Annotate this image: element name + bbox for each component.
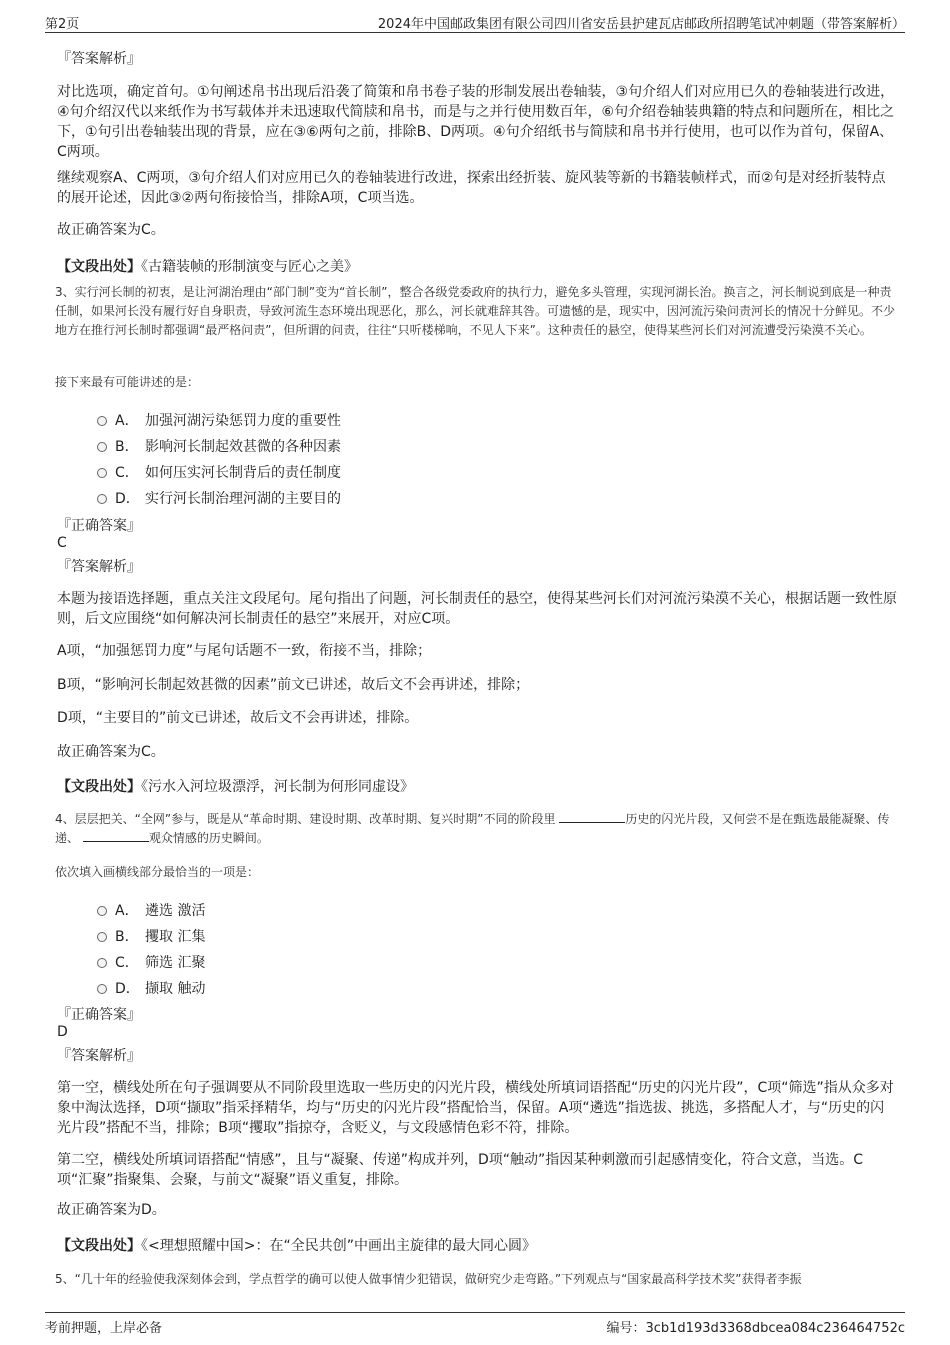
answer-blank bbox=[83, 829, 149, 842]
q3-source bbox=[57, 776, 414, 796]
radio-icon[interactable] bbox=[97, 416, 107, 426]
q4-option-b[interactable]: B． 攫取 汇集 bbox=[97, 926, 205, 946]
q3-option-a[interactable]: A． 加强河湖污染惩罚力度的重要性 bbox=[97, 410, 341, 430]
q2-source bbox=[57, 256, 358, 276]
q2-analysis-tag: 『答案解析』 bbox=[57, 51, 141, 67]
q3-analysis-p2: A项，“加强惩罚力度”与尾句话题不一致，衔接不当，排除； bbox=[57, 643, 432, 659]
q3-answer-tag: 『正确答案』 bbox=[57, 518, 141, 534]
radio-icon[interactable] bbox=[97, 494, 107, 504]
q3-answer: C bbox=[57, 535, 67, 551]
source-title: 《污水入河垃圾漂浮，河长制为何形同虚设》 bbox=[141, 779, 414, 795]
footer-slogan: 考前押题，上岸必备 bbox=[45, 1321, 163, 1336]
q3-option-c[interactable]: C． 如何压实河长制背后的责任制度 bbox=[97, 462, 341, 482]
q3-option-d[interactable]: D． 实行河长制治理河湖的主要目的 bbox=[97, 488, 341, 508]
document-code: 编号：3cb1d193d3368dbcea084c236464752c bbox=[606, 1321, 905, 1336]
q4-option-a[interactable]: A． 遴选 激活 bbox=[97, 900, 205, 920]
q2-conclusion: 故正确答案为C。 bbox=[57, 222, 165, 238]
q4-stem: 4、层层把关、“全网”参与，既是从“革命时期、建设时期、改革时期、复兴时期”不同的阶段里 历史的闪光片段，又何尝不是在甄选最能凝聚、传递、 观众情感的历史瞬间。 bbox=[55, 812, 890, 845]
document-title: 2024年中国邮政集团有限公司四川省安岳县护建瓦店邮政所招聘笔试冲刺题（带答案解析） bbox=[377, 17, 905, 32]
q4-analysis-p1: 第一空，横线处所在句子强调要从不同阶段里选取一些历史的闪光片段，横线处所填词语搭配“历史的闪光片段”，C项“筛选”指从众多对象中淘汰选择，D项“撷取”指采择精华，均与“历史的闪光片段”搭配恰当，保留。A项“遴选”指选拔、挑选，多搭配人才，与“历史的闪光片段”搭配不当，排除；B项“攫取”指掠夺，含贬义，与文段感情色彩不符，排除。 bbox=[57, 1080, 894, 1136]
q3-option-b[interactable]: B． 影响河长制起效甚微的各种因素 bbox=[97, 436, 341, 456]
q2-analysis-p1: 对比选项，确定首句。①句阐述帛书出现后沿袭了简策和帛书卷子装的形制发展出卷轴装，③句介绍人们对应用已久的卷轴装进行改进，④句介绍汉代以来纸作为书写载体并未迅速取代简牍和帛书，而是与之并行使用数百年，⑥句介绍卷轴装典籍的特点和问题所在，相比之下，①句引出卷轴装出现的背景，应在③⑥两句之前，排除B、D两项。④句介绍纸书与简牍和帛书并行使用，也可以作为首句，保留A、C两项。 bbox=[57, 84, 895, 160]
q3-analysis-p4: D项，“主要目的”前文已讲述，故后文不会再讲述，排除。 bbox=[57, 710, 419, 726]
q4-source bbox=[57, 1235, 536, 1255]
radio-icon[interactable] bbox=[97, 984, 107, 994]
q4-conclusion: 故正确答案为D。 bbox=[57, 1202, 166, 1218]
source-label: 【文段出处】 bbox=[57, 779, 141, 795]
source-label: 【文段出处】 bbox=[57, 259, 141, 275]
q4-option-d[interactable]: D． 撷取 触动 bbox=[97, 978, 205, 998]
q3-analysis-p1: 本题为接语选择题，重点关注文段尾句。尾句指出了问题，河长制责任的悬空，使得某些河长们对河流污染漠不关心，根据话题一致性原则，后文应围绕“如何解决河长制责任的悬空”来展开，对应C项。 bbox=[57, 591, 897, 627]
q4-ask: 依次填入画横线部分最恰当的一项是： bbox=[55, 865, 260, 879]
source-label: 【文段出处】 bbox=[57, 1238, 141, 1254]
radio-icon[interactable] bbox=[97, 442, 107, 452]
radio-icon[interactable] bbox=[97, 932, 107, 942]
source-title: 《<理想照耀中国>：在“全民共创”中画出主旋律的最大同心圆》 bbox=[141, 1238, 536, 1254]
q3-ask: 接下来最有可能讲述的是： bbox=[55, 375, 200, 389]
q3-stem: 3、实行河长制的初衷，是让河湖治理由“部门制”变为“首长制”，整合各级党委政府的执行力，避免多头管理，实现河湖长治。换言之，河长制说到底是一种责任制，如果河长没有履行好自身职责，导致河流生态环境出现恶化，那么，河长就难辞其咎。可遗憾的是，现实中，因河流污染问责河长的情况十分鲜见。不少地方在推行河长制时都强调“最严格问责”，但所谓的问责，往往“只听楼梯响，不见人下来”。这种责任的悬空，使得某些河长们对河流遭受污染漠不关心。 bbox=[55, 285, 896, 337]
source-title: 《古籍装帧的形制演变与匠心之美》 bbox=[141, 259, 358, 275]
page-header bbox=[45, 10, 905, 33]
q4-analysis-p2: 第二空，横线处所填词语搭配“情感”，且与“凝聚、传递”构成并列，D项“触动”指因某种刺激而引起感情变化，符合文意，当选。C项“汇聚”指聚集、会聚，与前文“凝聚”语义重复，排除。 bbox=[57, 1152, 864, 1188]
radio-icon[interactable] bbox=[97, 906, 107, 916]
q4-option-c[interactable]: C． 筛选 汇聚 bbox=[97, 952, 205, 972]
page-number: 第2页 bbox=[45, 17, 80, 32]
radio-icon[interactable] bbox=[97, 958, 107, 968]
q4-analysis-tag: 『答案解析』 bbox=[57, 1048, 141, 1064]
q4-answer-tag: 『正确答案』 bbox=[57, 1007, 141, 1023]
radio-icon[interactable] bbox=[97, 468, 107, 478]
q5-stem: 5、“几十年的经验使我深刻体会到，学点哲学的确可以使人做事情少犯错误，做研究少走弯路。”下列观点与“国家最高科学技术奖”获得者李振 bbox=[55, 1272, 802, 1286]
q3-analysis-tag: 『答案解析』 bbox=[57, 559, 141, 575]
answer-blank bbox=[559, 810, 625, 823]
page-footer bbox=[45, 1312, 905, 1337]
q3-conclusion: 故正确答案为C。 bbox=[57, 744, 165, 760]
q3-analysis-p3: B项，“影响河长制起效甚微的因素”前文已讲述，故后文不会再讲述，排除； bbox=[57, 677, 530, 693]
q2-analysis-p2: 继续观察A、C两项，③句介绍人们对应用已久的卷轴装进行改进，探索出经折装、旋风装等新的书籍装帧样式，而②句是对经折装特点的展开论述，因此③②两句衔接恰当，排除A项，C项当选。 bbox=[57, 170, 886, 206]
q4-answer: D bbox=[57, 1024, 68, 1040]
